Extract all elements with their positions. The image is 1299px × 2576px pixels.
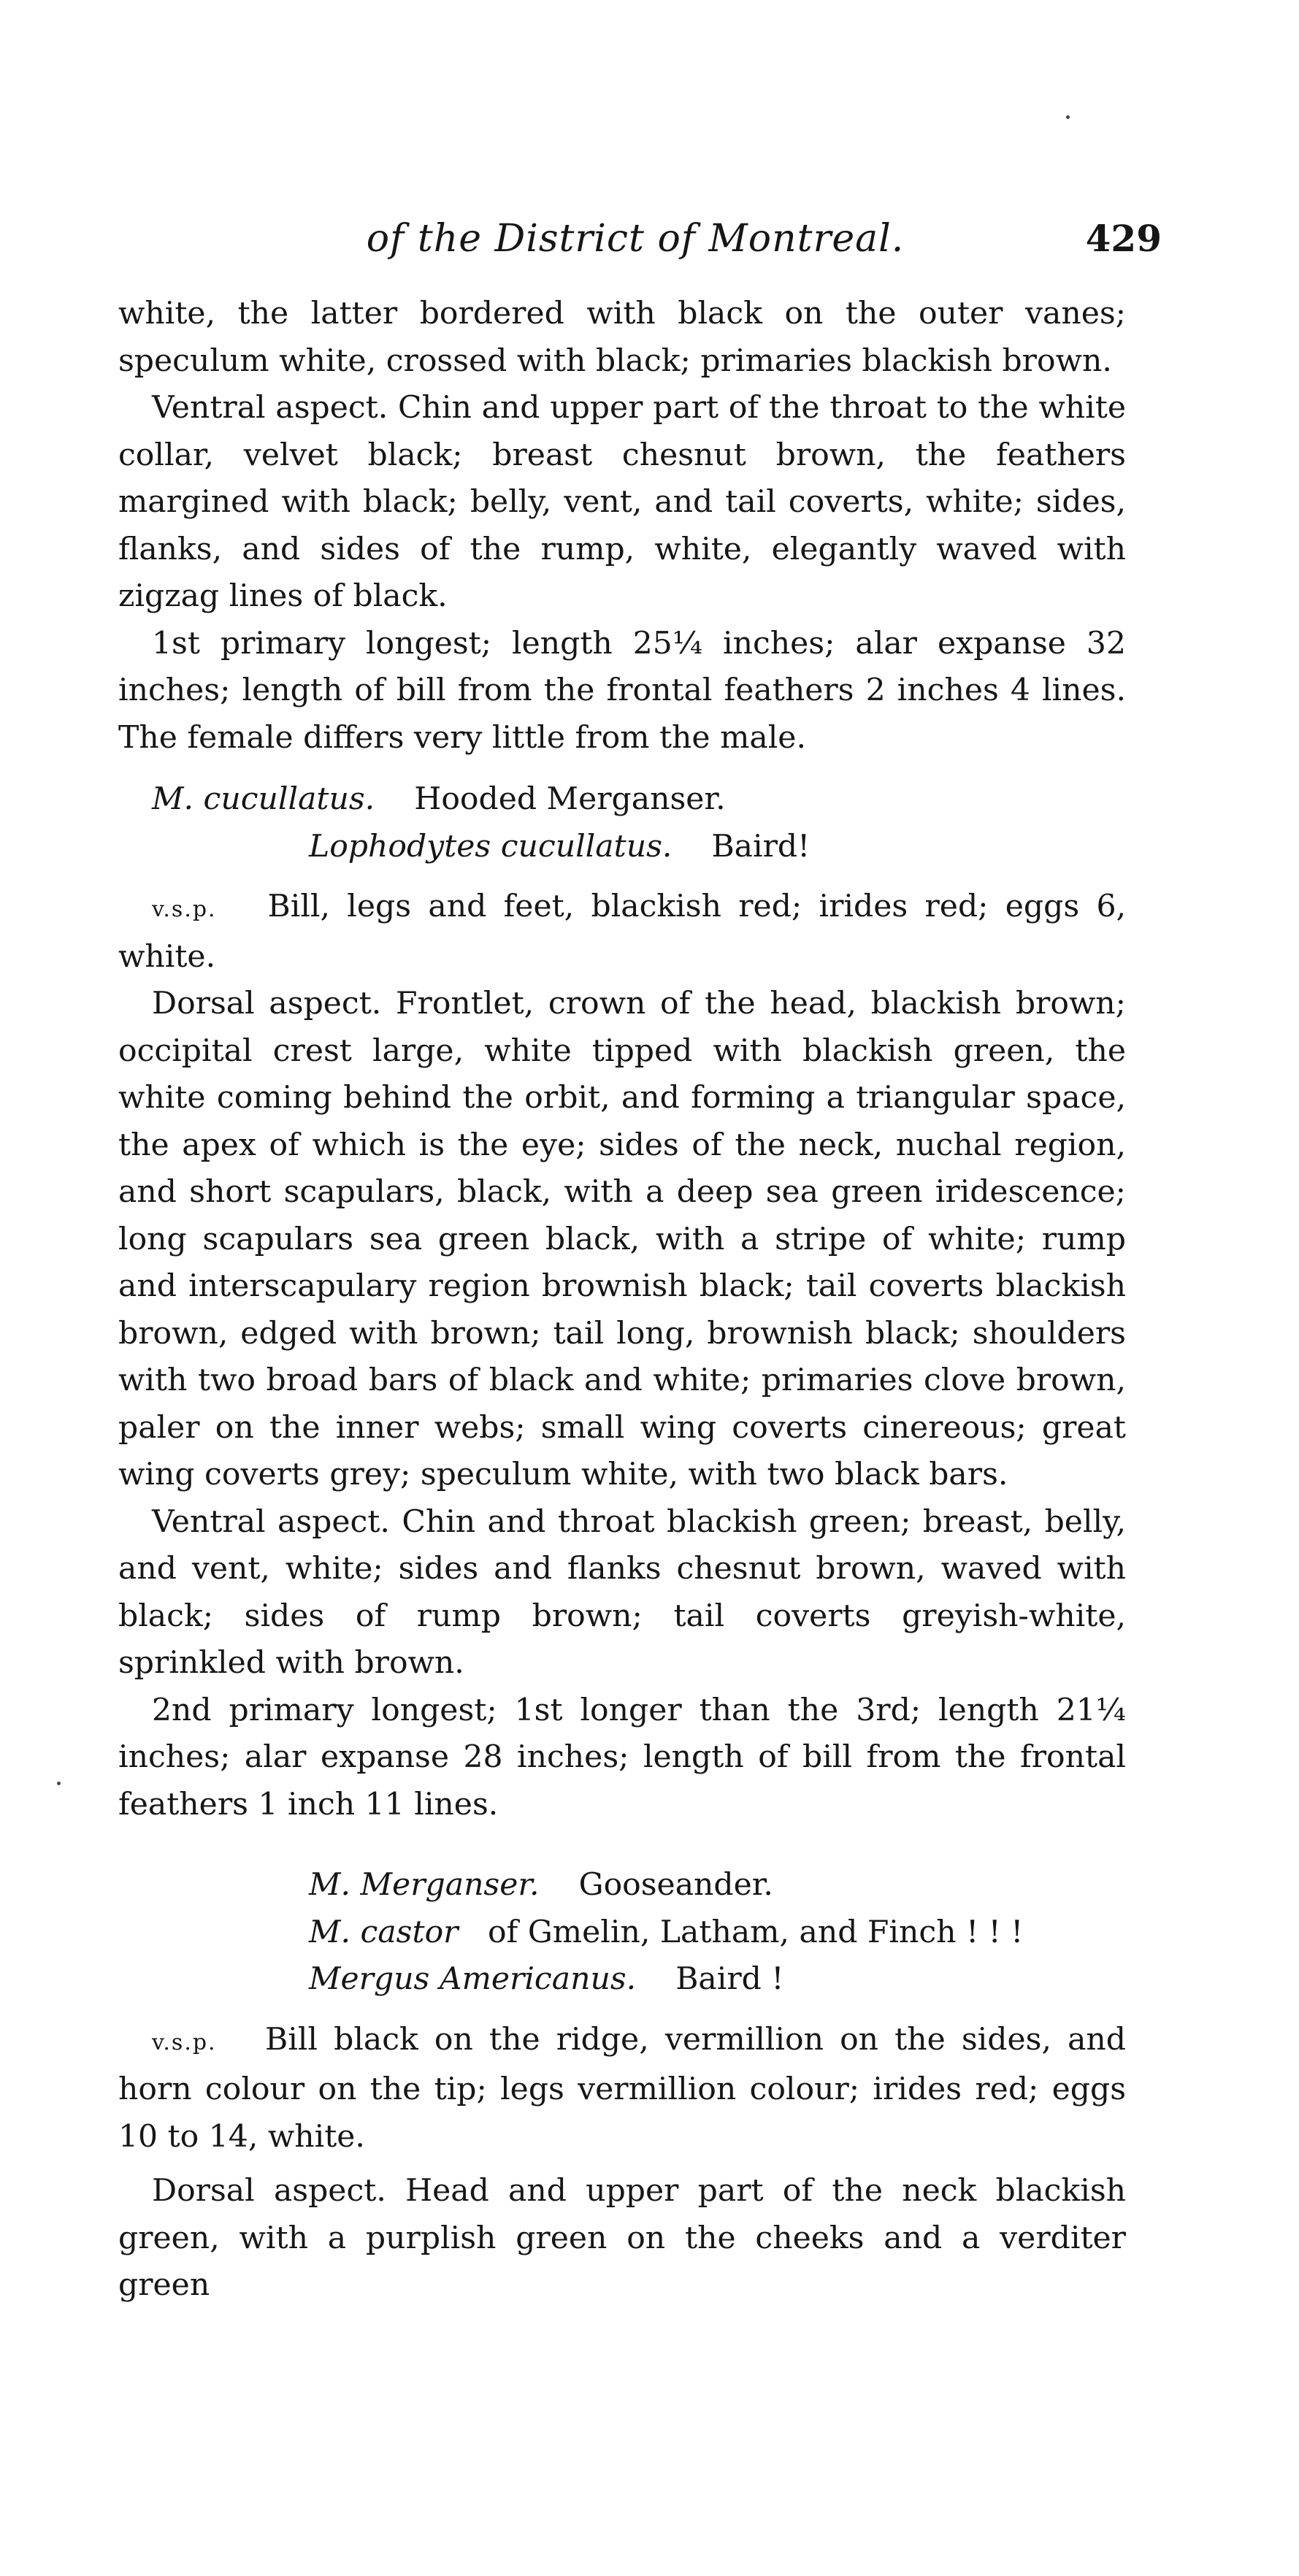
- species-line: [275, 1862, 1126, 1909]
- body-text: [118, 291, 1126, 2309]
- paragraph: white, the latter bordered with black on the outer vanes; speculum white, crossed with black; primaries blackish brown.: [118, 296, 1126, 379]
- species-latin-name: M. Merganser.: [309, 1867, 540, 1903]
- paragraph: Dorsal aspect. Head and upper part of the neck blackish green, with a purplish green on the cheeks and a verditer green: [118, 2173, 1126, 2303]
- species-synonym: M. castor: [309, 1914, 459, 1950]
- page-number: 429: [1085, 217, 1162, 260]
- species-line: [118, 776, 1126, 824]
- species-heading-gooseander: [118, 1862, 1126, 2004]
- species-latin-name: M. cucullatus.: [152, 781, 375, 817]
- species-line: [275, 1956, 1126, 2004]
- species-line: [275, 1909, 1126, 1957]
- species-line: [275, 824, 1126, 871]
- species-authority: Baird!: [711, 828, 811, 865]
- paragraph: [118, 2017, 1126, 2161]
- vsp-label: v.s.p.: [152, 2029, 217, 2055]
- paragraph-text: Bill black on the ridge, vermillion on the sides, and horn colour on the tip; legs vermillion colour; irides red; eggs 10 to 14, white.: [118, 2021, 1126, 2155]
- paragraph: 1st primary longest; length 25¼ inches; alar expanse 32 inches; length of bill from the frontal feathers 2 inches 4 lines. The female differs very little from the male.: [118, 625, 1126, 756]
- paragraph-text: Bill, legs and feet, blackish red; irides red; eggs 6, white.: [118, 889, 1126, 975]
- species-authority: Baird !: [675, 1961, 784, 1997]
- species-common-name: Hooded Merganser.: [414, 781, 726, 817]
- species-synonym-authorities: of Gmelin, Latham, and Finch ! ! !: [488, 1914, 1024, 1950]
- paragraph: 2nd primary longest; 1st longer than the 3rd; length 21¼ inches; alar expanse 28 inches; length of bill from the frontal feathers 1 inch 11 lines.: [118, 1692, 1126, 1822]
- vsp-label: v.s.p.: [152, 897, 217, 922]
- paper-speck: [57, 1782, 61, 1785]
- species-common-name: Gooseander.: [578, 1867, 773, 1903]
- running-head: [0, 213, 1299, 272]
- species-heading-hooded-merganser: [118, 776, 1126, 870]
- species-synonym: Lophodytes cucullatus.: [309, 828, 673, 865]
- paragraph: Ventral aspect. Chin and throat blackish green; breast, belly, and vent, white; sides and flanks chesnut brown, waved with black; sides of rump brown; tail coverts greyish-white, sprinkled with brown.: [118, 1503, 1126, 1681]
- paragraph: Dorsal aspect. Frontlet, crown of the head, blackish brown; occipital crest large, white tipped with blackish green, the white coming behind the orbit, and forming a triangular space, the apex of which is the eye; sides of the neck, nuchal region, and short scapulars, black, with a deep sea green iridescence; long scapulars sea green black, with a stripe of white; rump and interscapulary region brownish black; tail coverts blackish brown, edged with brown; tail long, brownish black; shoulders with two broad bars of black and white; primaries clove brown, paler on the inner webs; small wing coverts cinereous; great wing coverts grey; speculum white, with two black bars.: [118, 986, 1126, 1492]
- paragraph: [118, 883, 1126, 981]
- species-synonym: Mergus Americanus.: [309, 1961, 637, 1997]
- paragraph: Ventral aspect. Chin and upper part of the throat to the white collar, velvet black; breast chesnut brown, the feathers margined with black; belly, vent, and tail coverts, white; sides, flanks, and sides of the rump, white, elegantly waved with zigzag lines of black.: [118, 390, 1126, 614]
- paper-speck: [1066, 115, 1070, 119]
- running-head-title: of the District of Montreal.: [366, 217, 905, 261]
